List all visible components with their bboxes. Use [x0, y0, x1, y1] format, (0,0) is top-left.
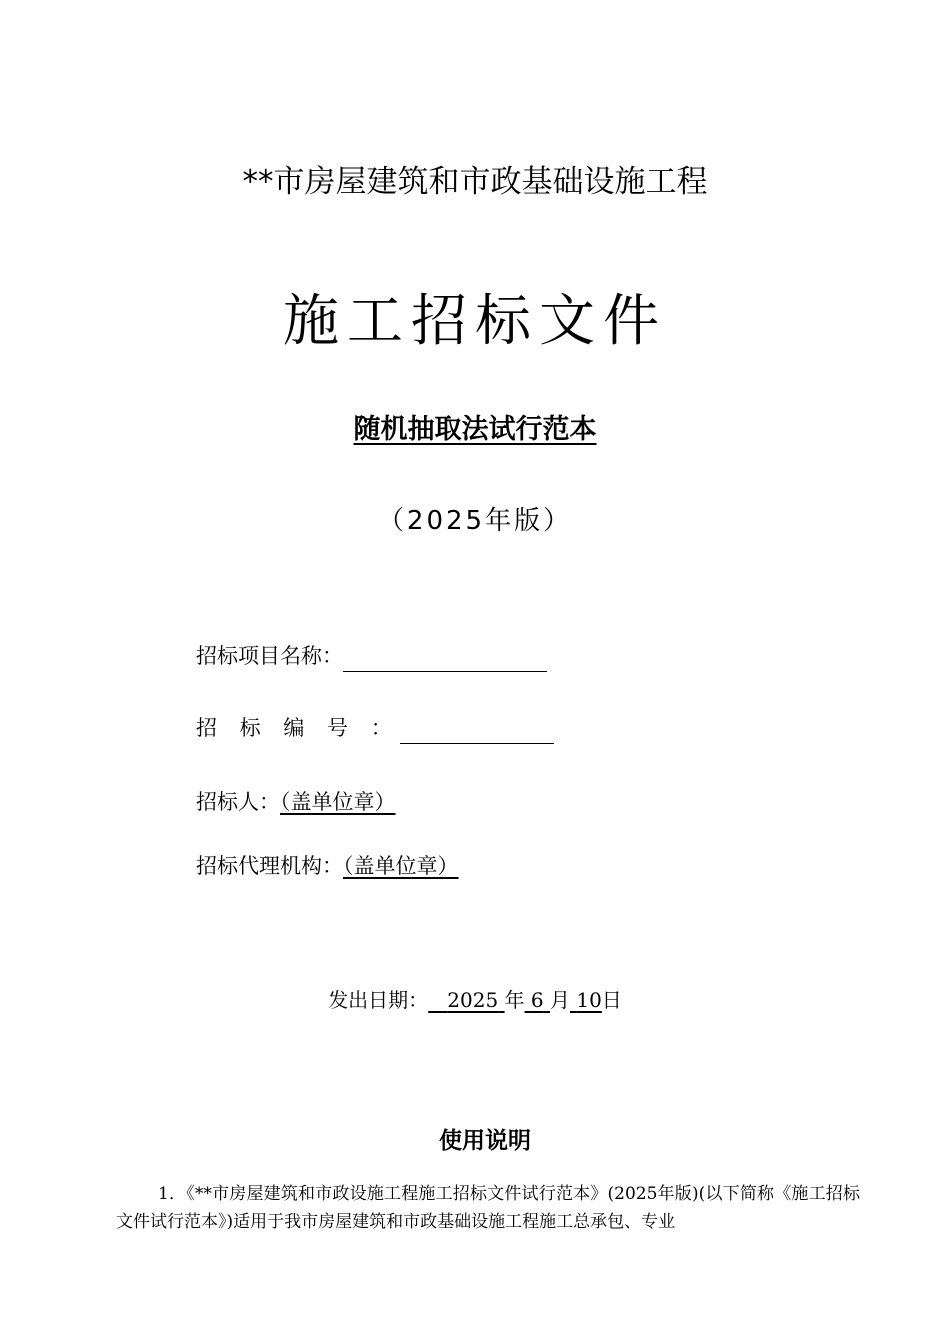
project-name-field — [196, 640, 547, 672]
issue-date-day — [570, 988, 602, 1012]
project-name-blank — [343, 647, 547, 672]
issue-date-line — [0, 984, 950, 1016]
issue-date-month-value: 6 — [530, 988, 544, 1012]
edition-label: （2025年版） — [377, 506, 573, 536]
issue-date-day-unit: 日 — [601, 988, 622, 1012]
agency-seal-placeholder: （盖单位章） — [343, 854, 459, 878]
issue-date-year — [428, 988, 504, 1012]
tender-number-blank — [400, 719, 554, 744]
tender-number-field — [196, 712, 554, 744]
issue-date-label: 发出日期： — [328, 988, 429, 1012]
issue-date-month-unit: 月 — [549, 988, 570, 1012]
tenderer-label: 招标人： — [196, 790, 280, 814]
tenderer-seal-placeholder: （盖单位章） — [280, 790, 396, 814]
issue-date-month — [525, 988, 550, 1012]
project-name-label: 招标项目名称： — [196, 644, 343, 668]
tenderer-field — [196, 786, 396, 818]
document-main-title: 施工招标文件 — [283, 289, 667, 354]
subtitle-text: 随机抽取法试行范本 — [353, 414, 597, 445]
document-subtitle — [0, 410, 950, 450]
instructions-paragraph-1: 1．《**市房屋建筑和市政设施工程施工招标文件试行范本》(2025年版)(以下简称《施工招标文件试行范本》)适用于我市房屋建筑和市政基础设施工程施工总承包、专业 — [116, 1184, 860, 1232]
document-header-line: **市房屋建筑和市政基础设施工程 — [242, 164, 708, 200]
agency-label: 招标代理机构： — [196, 854, 343, 878]
issue-date-day-value: 10 — [576, 988, 602, 1012]
agency-field — [196, 850, 459, 882]
issue-date-year-value: 2025 — [447, 988, 499, 1012]
issue-date-year-unit: 年 — [504, 988, 525, 1012]
tender-number-label: 招 标 编 号 ： — [196, 716, 400, 740]
instructions-heading: 使用说明 — [439, 1128, 531, 1154]
